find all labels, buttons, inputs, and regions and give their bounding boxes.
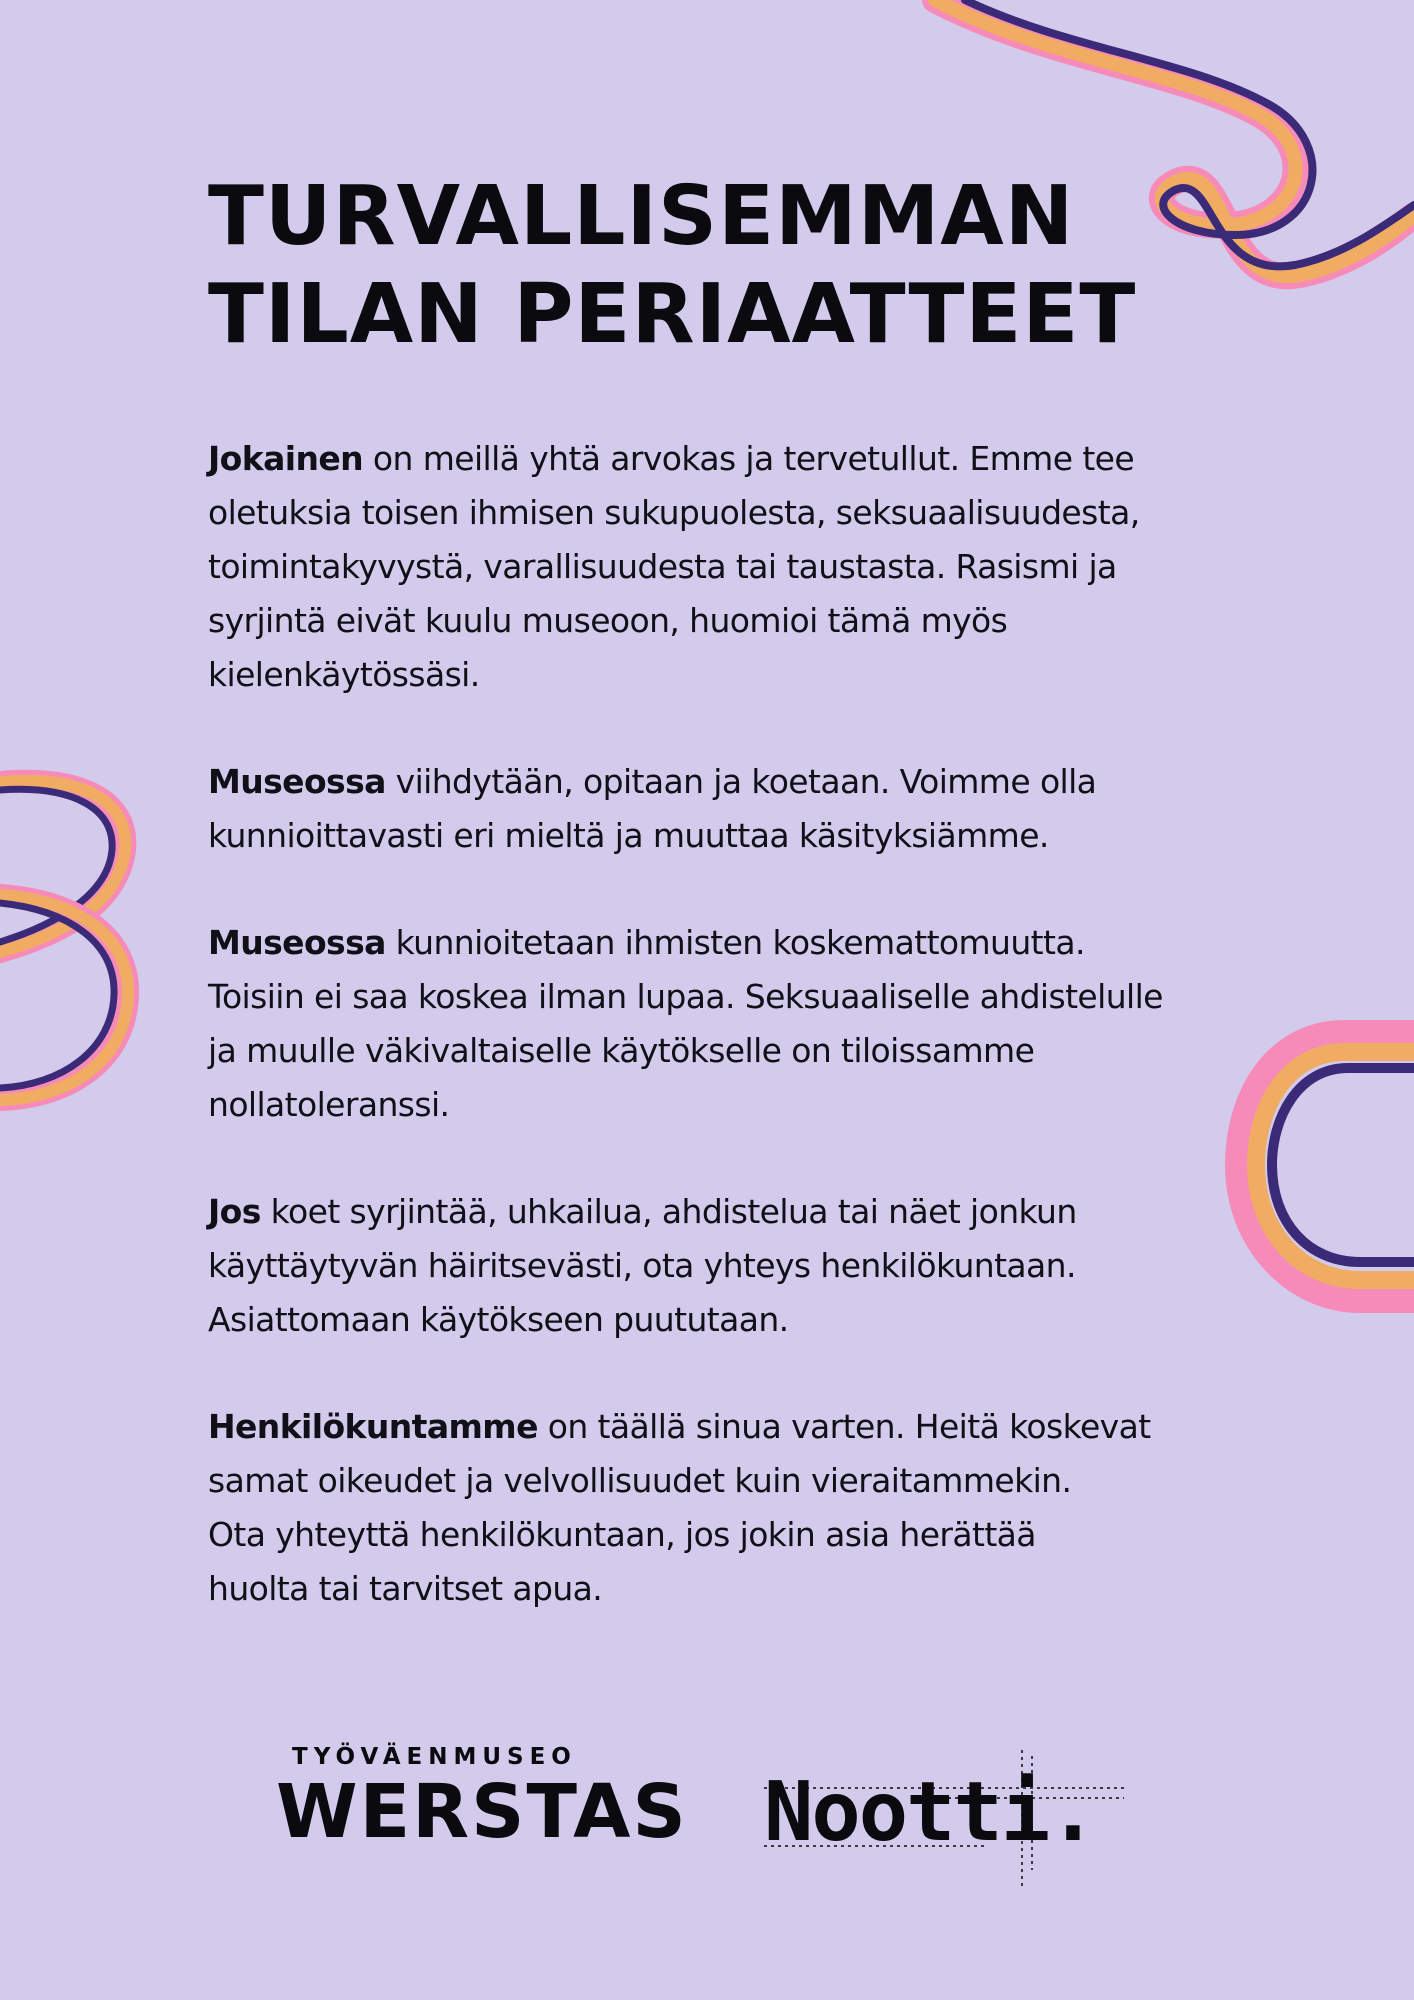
paragraph-lead: Museossa: [208, 923, 386, 962]
paragraph-lead: Jokainen: [208, 439, 364, 478]
paragraph-line: käyttäytyvän häiritsevästi, ota yhteys henkilökuntaan.: [208, 1246, 1076, 1285]
page-title: [208, 168, 1136, 364]
principle-paragraph: [208, 1185, 1288, 1347]
paragraph-line: Ota yhteyttä henkilökuntaan, jos jokin asia herättää: [208, 1515, 1036, 1554]
werstas-logo-subtitle: TYÖVÄENMUSEO: [292, 1744, 577, 1770]
paragraph-first-line: [208, 916, 1288, 970]
werstas-logo: [276, 1744, 688, 1855]
paragraph-text: koet syrjintää, uhkailua, ahdistelua tai näet jonkun: [260, 1192, 1077, 1231]
paragraph-lead: Henkilökuntamme: [208, 1407, 538, 1446]
principle-paragraph: [208, 755, 1288, 863]
paragraph-first-line: [208, 432, 1288, 486]
ribbon-left: [0, 781, 128, 1100]
paragraph-line: oletuksia toisen ihmisen sukupuolesta, seksuaalisuudesta,: [208, 493, 1140, 532]
paragraph-line: syrjintä eivät kuulu museoon, huomioi tämä myös: [208, 601, 1008, 640]
werstas-logo-wordmark: WERSTAS: [276, 1769, 688, 1855]
paragraph-first-line: [208, 1400, 1288, 1454]
title-line-2: TILAN PERIAATTEET: [208, 267, 1137, 362]
paragraph-line: Toisiin ei saa koskea ilman lupaa. Seksuaaliselle ahdistelulle: [208, 977, 1163, 1016]
paragraph-first-line: [208, 755, 1288, 809]
nootti-logo-wordmark: Nootti.: [764, 1765, 1096, 1860]
principle-paragraph: [208, 916, 1288, 1132]
principle-paragraph: [208, 432, 1288, 702]
paragraph-text: on täällä sinua varten. Heitä koskevat: [537, 1407, 1151, 1446]
title-line-1: TURVALLISEMMAN: [208, 169, 1075, 264]
paragraph-line: toimintakyvystä, varallisuudesta tai taustasta. Rasismi ja: [208, 547, 1117, 586]
paragraph-line: ja muulle väkivaltaiselle käytökselle on tiloissamme: [208, 1031, 1035, 1070]
paragraph-line: kunnioittavasti eri mieltä ja muuttaa käsityksiämme.: [208, 816, 1049, 855]
paragraph-text: on meillä yhtä arvokas ja tervetullut. Emme tee: [363, 439, 1135, 478]
nootti-logo: [764, 1750, 1124, 1890]
paragraph-text: kunnioitetaan ihmisten koskemattomuutta.: [385, 923, 1085, 962]
paragraph-first-line: [208, 1185, 1288, 1239]
paragraph-line: huolta tai tarvitset apua.: [208, 1569, 603, 1608]
paragraph-line: samat oikeudet ja velvollisuudet kuin vieraitammekin.: [208, 1461, 1072, 1500]
paragraph-line: Asiattomaan käytökseen puututaan.: [208, 1300, 789, 1339]
principles-list: [208, 432, 1288, 1669]
paragraph-text: viihdytään, opitaan ja koetaan. Voimme olla: [385, 762, 1097, 801]
paragraph-lead: Jos: [208, 1192, 261, 1231]
paragraph-line: kielenkäytössäsi.: [208, 655, 480, 694]
principle-paragraph: [208, 1400, 1288, 1616]
paragraph-line: nollatoleranssi.: [208, 1085, 450, 1124]
paragraph-lead: Museossa: [208, 762, 386, 801]
